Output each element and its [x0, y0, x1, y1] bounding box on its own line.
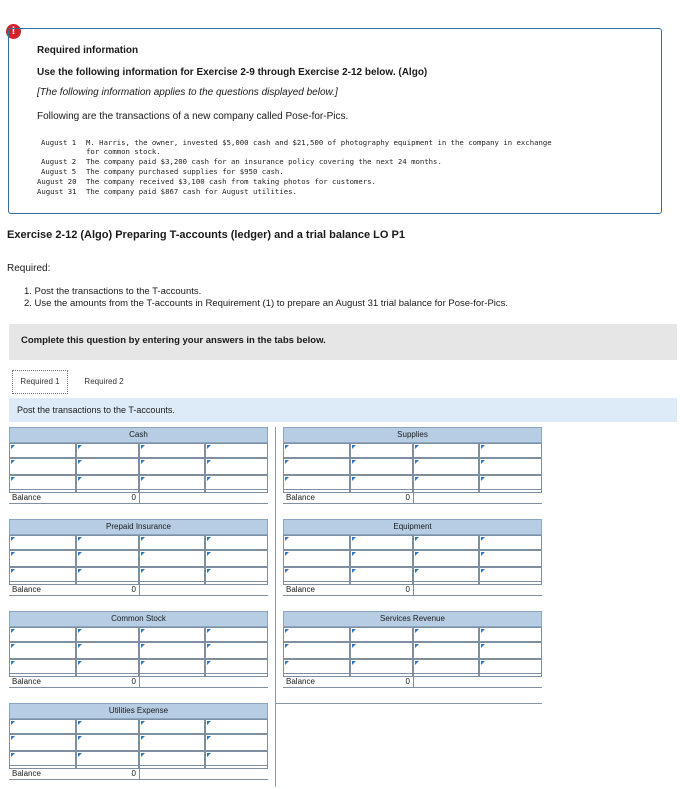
- date-input[interactable]: [139, 642, 205, 659]
- date-input[interactable]: [139, 475, 205, 493]
- tx-text-1: M. Harris, the owner, invested $5,000 cash and $21,500 of photography equipment in the company in exchange: [86, 138, 552, 147]
- amount-input[interactable]: [350, 458, 413, 475]
- amount-input[interactable]: [205, 734, 268, 751]
- info-note: [The following information applies to the questions displayed below.]: [37, 87, 338, 98]
- amount-input[interactable]: [205, 627, 268, 642]
- t-account-utilities-expense: [9, 703, 268, 789]
- t-account-title: Services Revenue: [283, 611, 542, 627]
- date-input[interactable]: [9, 567, 76, 585]
- amount-input[interactable]: [205, 443, 268, 458]
- date-input[interactable]: [139, 550, 205, 567]
- date-input[interactable]: [283, 535, 350, 550]
- balance-value: 0: [131, 585, 136, 594]
- tx-date-4: August 20: [37, 177, 77, 186]
- tx-text-5: The company paid $867 cash for August utilities.: [86, 187, 297, 196]
- amount-input[interactable]: [479, 475, 542, 493]
- balance-col-rule: [139, 673, 140, 688]
- amount-input[interactable]: [76, 475, 139, 493]
- date-input[interactable]: [9, 627, 76, 642]
- amount-input[interactable]: [76, 535, 139, 550]
- amount-input[interactable]: [76, 458, 139, 475]
- amount-input[interactable]: [479, 535, 542, 550]
- t-account-services-revenue: [283, 611, 542, 697]
- balance-value: 0: [405, 493, 410, 502]
- amount-input[interactable]: [350, 550, 413, 567]
- column-divider: [275, 427, 276, 787]
- balance-label: Balance: [286, 493, 315, 502]
- amount-input[interactable]: [205, 567, 268, 585]
- bottom-divider: [276, 703, 542, 704]
- date-input[interactable]: [283, 567, 350, 585]
- date-input[interactable]: [139, 659, 205, 677]
- amount-input[interactable]: [76, 734, 139, 751]
- amount-input[interactable]: [350, 627, 413, 642]
- amount-input[interactable]: [205, 535, 268, 550]
- info-following: Following are the transactions of a new company called Pose-for-Pics.: [37, 111, 349, 122]
- instruction-bar: [9, 324, 677, 360]
- requirement-1: 1. Post the transactions to the T-accounts.: [24, 286, 202, 297]
- date-input[interactable]: [9, 734, 76, 751]
- date-input[interactable]: [413, 458, 479, 475]
- tab-required-2[interactable]: Required 2: [84, 377, 124, 386]
- date-input[interactable]: [283, 458, 350, 475]
- balance-label: Balance: [12, 769, 41, 778]
- date-input[interactable]: [9, 719, 76, 734]
- date-input[interactable]: [283, 475, 350, 493]
- balance-col-rule: [413, 581, 414, 596]
- date-input[interactable]: [139, 567, 205, 585]
- amount-input[interactable]: [76, 642, 139, 659]
- info-use-line: Use the following information for Exercise 2-9 through Exercise 2-12 below. (Algo): [37, 67, 428, 78]
- amount-input[interactable]: [479, 458, 542, 475]
- balance-value: 0: [131, 677, 136, 686]
- amount-input[interactable]: [350, 659, 413, 677]
- date-input[interactable]: [139, 719, 205, 734]
- balance-col-rule: [139, 489, 140, 504]
- amount-input[interactable]: [205, 550, 268, 567]
- info-title: Required information: [37, 45, 139, 56]
- date-input[interactable]: [9, 751, 76, 769]
- amount-input[interactable]: [479, 550, 542, 567]
- tab-required-1[interactable]: Required 1: [12, 370, 68, 394]
- amount-input[interactable]: [479, 659, 542, 677]
- amount-input[interactable]: [350, 535, 413, 550]
- amount-input[interactable]: [479, 443, 542, 458]
- balance-value: 0: [405, 585, 410, 594]
- balance-label: Balance: [12, 493, 41, 502]
- amount-input[interactable]: [76, 443, 139, 458]
- required-label: Required:: [7, 263, 51, 274]
- tx-text-1b: for common stock.: [86, 147, 161, 156]
- tx-date-3: August 5: [41, 167, 77, 176]
- date-input[interactable]: [283, 642, 350, 659]
- amount-input[interactable]: [350, 642, 413, 659]
- balance-value: 0: [131, 769, 136, 778]
- amount-input[interactable]: [205, 642, 268, 659]
- tx-text-4: The company received $3,100 cash from taking photos for customers.: [86, 177, 376, 186]
- t-account-title: Prepaid Insurance: [9, 519, 268, 535]
- date-input[interactable]: [283, 443, 350, 458]
- required-information-panel: [8, 28, 662, 214]
- tx-date-1: August 1: [41, 138, 77, 147]
- requirement-2: 2. Use the amounts from the T-accounts in Requirement (1) to prepare an August 31 trial balance for Pose-for-Pics.: [24, 298, 509, 309]
- date-input[interactable]: [9, 443, 76, 458]
- balance-value: 0: [405, 677, 410, 686]
- date-input[interactable]: [413, 627, 479, 642]
- amount-input[interactable]: [205, 458, 268, 475]
- tx-text-3: The company purchased supplies for $950 cash.: [86, 167, 284, 176]
- date-input[interactable]: [413, 659, 479, 677]
- amount-input[interactable]: [76, 751, 139, 769]
- date-input[interactable]: [139, 751, 205, 769]
- date-input[interactable]: [283, 627, 350, 642]
- balance-value: 0: [131, 493, 136, 502]
- date-input[interactable]: [413, 443, 479, 458]
- date-input[interactable]: [139, 458, 205, 475]
- amount-input[interactable]: [350, 475, 413, 493]
- balance-col-rule: [413, 489, 414, 504]
- tx-text-2: The company paid $3,200 cash for an insurance policy covering the next 24 months.: [86, 157, 442, 166]
- amount-input[interactable]: [76, 659, 139, 677]
- t-account-cash: [9, 427, 268, 513]
- balance-label: Balance: [12, 677, 41, 686]
- t-account-prepaid-insurance: [9, 519, 268, 605]
- amount-input[interactable]: [205, 719, 268, 734]
- amount-input[interactable]: [205, 475, 268, 493]
- date-input[interactable]: [413, 567, 479, 585]
- tx-date-2: August 2: [41, 157, 77, 166]
- t-account-title: Utilities Expense: [9, 703, 268, 719]
- amount-input[interactable]: [350, 443, 413, 458]
- instruction-text: Complete this question by entering your answers in the tabs below.: [21, 335, 326, 346]
- t-account-supplies: [283, 427, 542, 513]
- balance-col-rule: [139, 581, 140, 596]
- post-instruction-text: Post the transactions to the T-accounts.: [17, 405, 175, 415]
- date-input[interactable]: [9, 642, 76, 659]
- date-input[interactable]: [413, 550, 479, 567]
- date-input[interactable]: [413, 535, 479, 550]
- amount-input[interactable]: [479, 567, 542, 585]
- amount-input[interactable]: [76, 567, 139, 585]
- t-account-equipment: [283, 519, 542, 605]
- date-input[interactable]: [139, 535, 205, 550]
- date-input[interactable]: [139, 734, 205, 751]
- tx-date-5: August 31: [37, 187, 77, 196]
- date-input[interactable]: [9, 659, 76, 677]
- t-account-title: Cash: [9, 427, 268, 443]
- balance-label: Balance: [286, 585, 315, 594]
- amount-input[interactable]: [479, 627, 542, 642]
- t-account-title: Equipment: [283, 519, 542, 535]
- balance-col-rule: [139, 765, 140, 780]
- amount-input[interactable]: [350, 567, 413, 585]
- balance-col-rule: [413, 673, 414, 688]
- date-input[interactable]: [9, 458, 76, 475]
- amount-input[interactable]: [205, 751, 268, 769]
- date-input[interactable]: [9, 550, 76, 567]
- alert-icon: !: [6, 24, 21, 39]
- date-input[interactable]: [139, 627, 205, 642]
- balance-label: Balance: [12, 585, 41, 594]
- t-account-title: Supplies: [283, 427, 542, 443]
- t-account-title: Common Stock: [9, 611, 268, 627]
- date-input[interactable]: [9, 535, 76, 550]
- exercise-title: Exercise 2-12 (Algo) Preparing T-accounts (ledger) and a trial balance LO P1: [7, 229, 405, 241]
- date-input[interactable]: [283, 550, 350, 567]
- post-instruction-bar: [9, 398, 677, 422]
- t-account-common-stock: [9, 611, 268, 697]
- date-input[interactable]: [9, 475, 76, 493]
- date-input[interactable]: [139, 443, 205, 458]
- amount-input[interactable]: [76, 719, 139, 734]
- date-input[interactable]: [413, 475, 479, 493]
- amount-input[interactable]: [76, 550, 139, 567]
- balance-label: Balance: [286, 677, 315, 686]
- date-input[interactable]: [413, 642, 479, 659]
- amount-input[interactable]: [76, 627, 139, 642]
- amount-input[interactable]: [479, 642, 542, 659]
- amount-input[interactable]: [205, 659, 268, 677]
- date-input[interactable]: [283, 659, 350, 677]
